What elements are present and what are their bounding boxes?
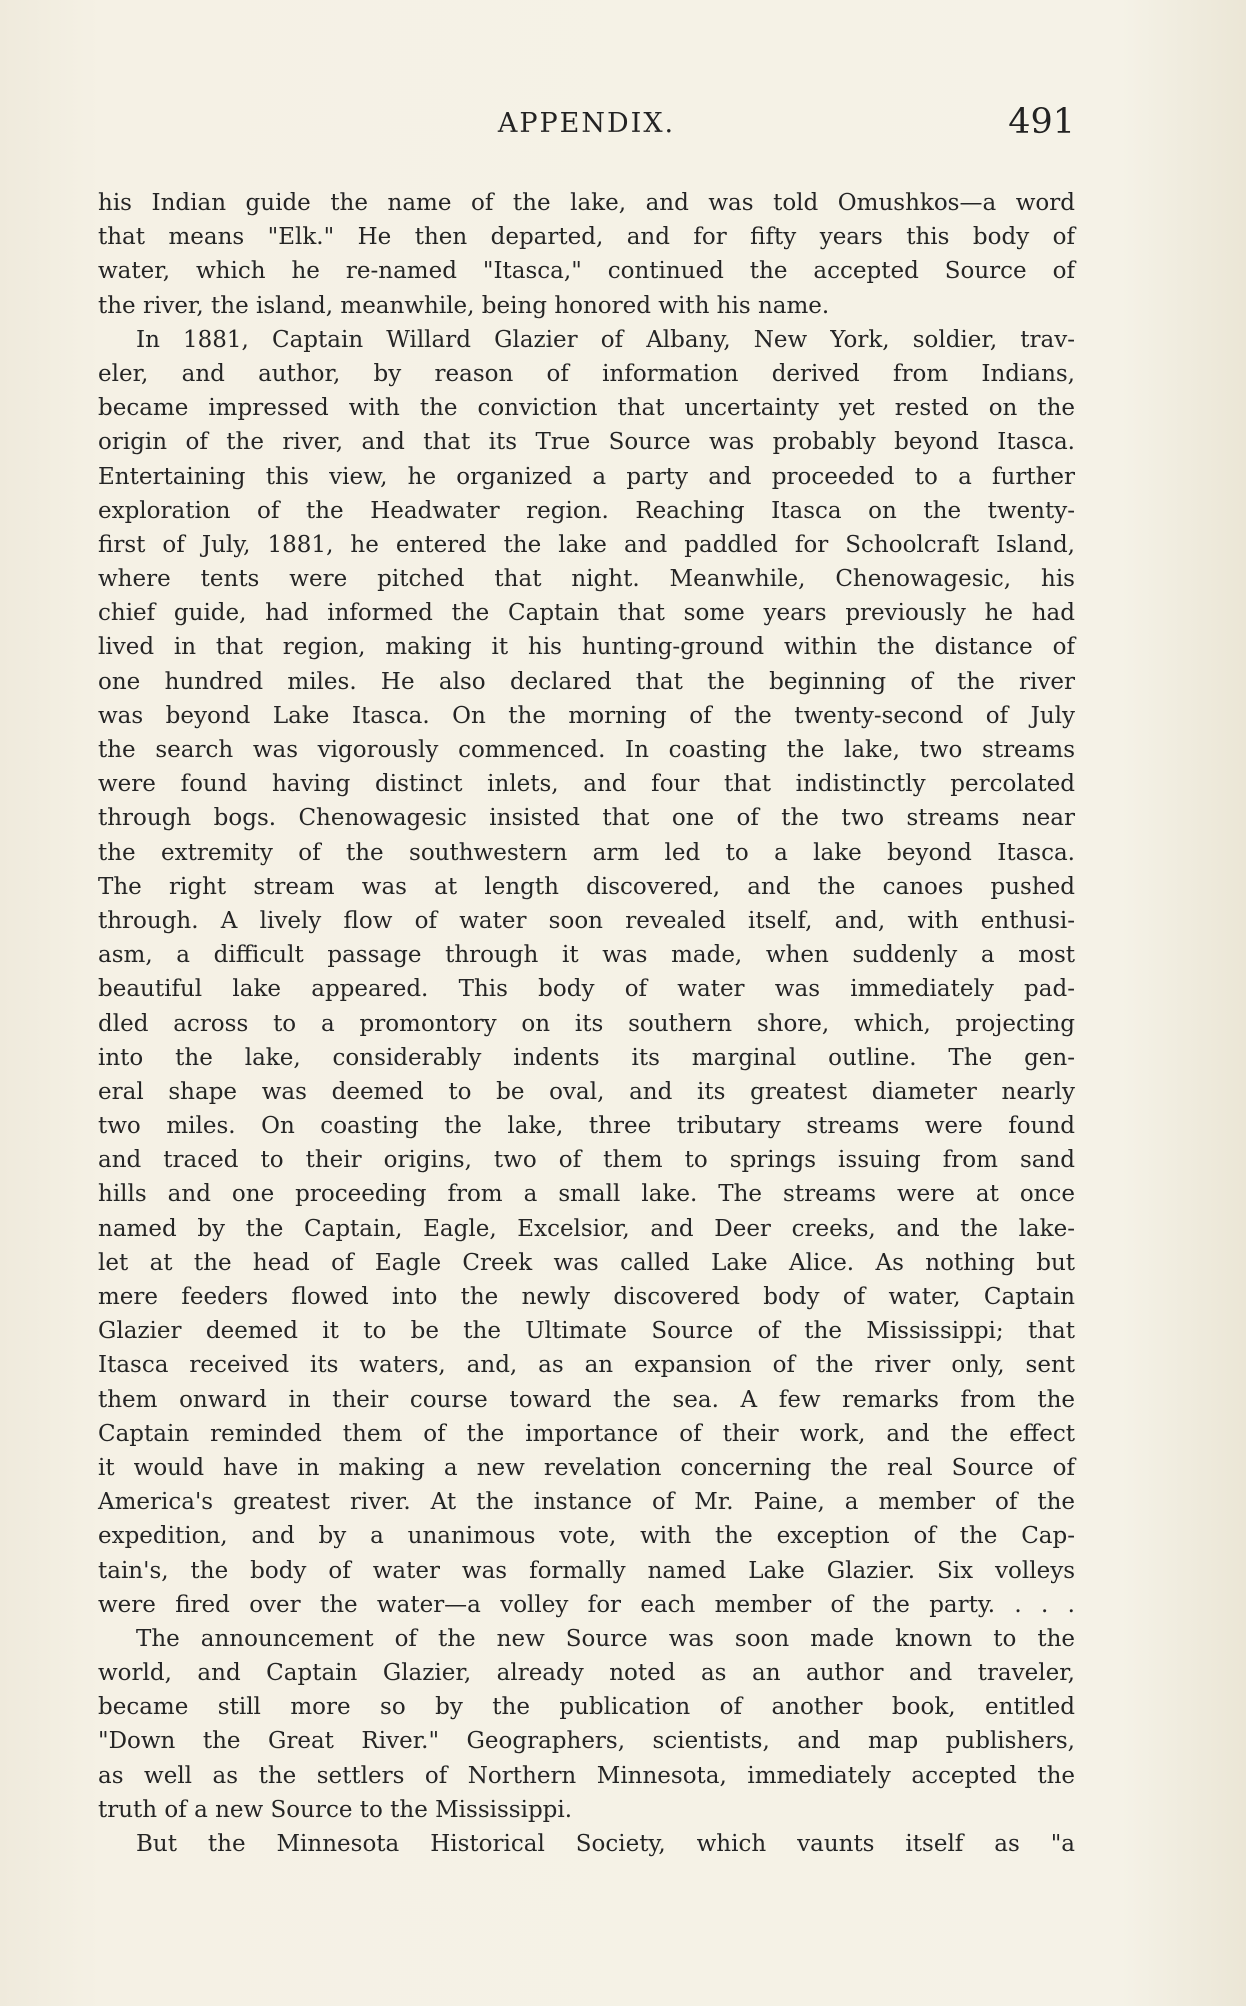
text-line: that means "Elk." He then departed, and for fifty years this body of: [98, 224, 1075, 251]
text-line: chief guide, had informed the Captain that some years previously he had: [98, 600, 1075, 627]
text-line: tain's, the body of water was formally named Lake Glazier. Six volleys: [98, 1557, 1075, 1584]
text-line: the extremity of the southwestern arm led to a lake beyond Itasca.: [98, 839, 1075, 866]
text-line: became impressed with the conviction that uncertainty yet rested on the: [98, 395, 1075, 422]
text-line: Glazier deemed it to be the Ultimate Source of the Mississippi; that: [98, 1318, 1075, 1345]
text-line: In 1881, Captain Willard Glazier of Albany, New York, soldier, trav-: [136, 326, 1075, 353]
text-line: and traced to their origins, two of them to springs issuing from sand: [98, 1147, 1075, 1174]
text-line: water, which he re-named "Itasca," continued the accepted Source of: [98, 258, 1075, 285]
text-line: truth of a new Source to the Mississippi.: [98, 1796, 573, 1823]
text-line: Entertaining this view, he organized a party and proceeded to a further: [98, 463, 1075, 490]
text-line: The right stream was at length discovered, and the canoes pushed: [98, 873, 1075, 900]
text-line: two miles. On coasting the lake, three tributary streams were found: [98, 1113, 1075, 1140]
page-header: [98, 100, 1075, 150]
text-line: beautiful lake appeared. This body of water was immediately pad-: [98, 976, 1075, 1003]
text-line: was beyond Lake Itasca. On the morning of the twenty-second of July: [98, 702, 1075, 729]
text-line: Captain reminded them of the importance of their work, and the effect: [98, 1420, 1075, 1447]
text-line: asm, a difficult passage through it was made, when suddenly a most: [98, 942, 1075, 969]
text-line: the search was vigorously commenced. In coasting the lake, two streams: [98, 737, 1075, 763]
text-line: through. A lively flow of water soon revealed itself, and, with enthusi-: [98, 907, 1075, 934]
text-line: dled across to a promontory on its southern shore, which, projecting: [98, 1010, 1075, 1037]
text-line: through bogs. Chenowagesic insisted that one of the two streams near: [98, 805, 1075, 832]
text-line: origin of the river, and that its True Source was probably beyond Itasca.: [98, 429, 1075, 456]
text-line: America's greatest river. At the instance of Mr. Paine, a member of the: [98, 1489, 1075, 1516]
text-line: mere feeders flowed into the newly discovered body of water, Captain: [98, 1284, 1075, 1310]
text-line: Itasca received its waters, and, as an expansion of the river only, sent: [98, 1352, 1075, 1379]
body-text: [98, 186, 1075, 1861]
text-line: "Down the Great River." Geographers, scientists, and map publishers,: [98, 1728, 1075, 1755]
text-line: became still more so by the publication of another book, entitled: [98, 1694, 1075, 1721]
text-line: it would have in making a new revelation concerning the real Source of: [98, 1454, 1075, 1481]
text-line: as well as the settlers of Northern Minnesota, immediately accepted the: [98, 1762, 1075, 1789]
text-line: expedition, and by a unanimous vote, with the exception of the Cap-: [98, 1523, 1075, 1550]
text-line: eral shape was deemed to be oval, and its greatest diameter nearly: [98, 1078, 1075, 1105]
text-line: them onward in their course toward the sea. A few remarks from the: [98, 1386, 1075, 1413]
text-line: his Indian guide the name of the lake, and was told Omushkos—a word: [98, 190, 1075, 216]
page-number: 491: [1008, 102, 1075, 142]
text-line: hills and one proceeding from a small lake. The streams were at once: [98, 1181, 1075, 1208]
text-line: the river, the island, meanwhile, being honored with his name.: [98, 292, 830, 319]
text-line: first of July, 1881, he entered the lake and paddled for Schoolcraft Island,: [98, 531, 1075, 558]
text-line: let at the head of Eagle Creek was called Lake Alice. As nothing but: [98, 1249, 1075, 1276]
running-head: APPENDIX.: [497, 108, 676, 139]
text-line: one hundred miles. He also declared that the beginning of the river: [98, 668, 1075, 695]
text-line: exploration of the Headwater region. Reaching Itasca on the twenty-: [98, 497, 1075, 524]
text-line: The announcement of the new Source was soon made known to the: [136, 1625, 1075, 1652]
text-line: But the Minnesota Historical Society, which vaunts itself as "a: [136, 1831, 1075, 1857]
text-line: eler, and author, by reason of information derived from Indians,: [98, 360, 1075, 387]
text-line: were found having distinct inlets, and four that indistinctly percolated: [98, 771, 1075, 798]
text-line: world, and Captain Glazier, already noted as an author and traveler,: [98, 1660, 1075, 1687]
text-line: named by the Captain, Eagle, Excelsior, and Deer creeks, and the lake-: [98, 1215, 1075, 1242]
text-line: lived in that region, making it his hunting-ground within the distance of: [98, 634, 1075, 661]
text-line: where tents were pitched that night. Meanwhile, Chenowagesic, his: [98, 566, 1075, 593]
text-line: into the lake, considerably indents its marginal outline. The gen-: [98, 1044, 1075, 1071]
text-line: were fired over the water—a volley for each member of the party. . . .: [98, 1591, 1075, 1618]
